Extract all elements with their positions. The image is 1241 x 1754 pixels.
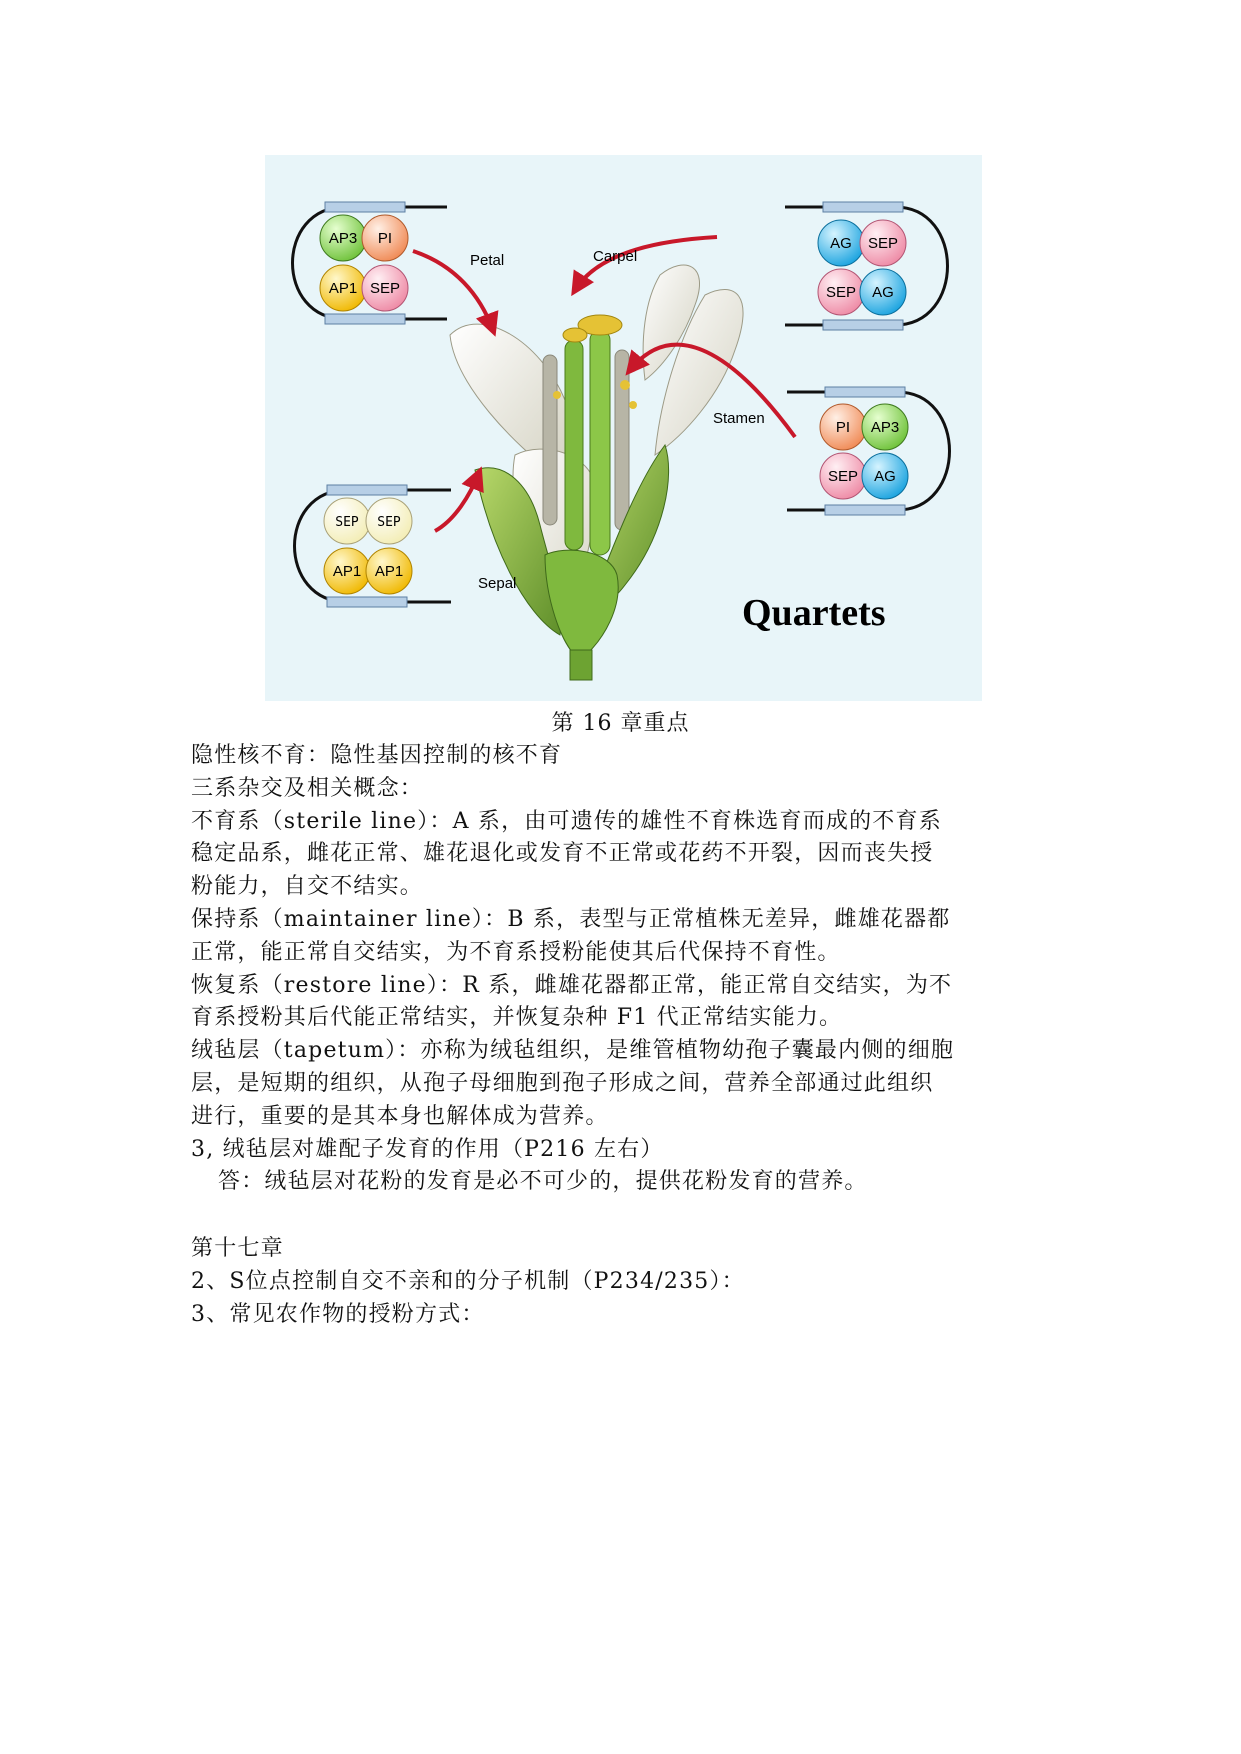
sepal-q-1: SEP <box>335 515 359 530</box>
label-sepal: Sepal <box>478 575 517 592</box>
section-17-body <box>191 1233 1071 1331</box>
question-line: 3、常见农作物的授粉方式： <box>191 1301 485 1327</box>
stamen-quartet <box>787 387 950 515</box>
petal-q-2: PI <box>377 230 393 247</box>
para-line: 稳定品系，雌花正常、雄花退化或发育不正常或花药不开裂，因而丧失授 <box>191 841 934 867</box>
figure-title: Quartets <box>742 592 886 634</box>
question-line: 2、S位点控制自交不亲和的分子机制（P234/235）： <box>191 1268 745 1294</box>
para-line: 粉能力，自交不结实。 <box>191 874 424 900</box>
petal-q-1: AP3 <box>328 230 358 247</box>
chapter-16-heading: 第 16 章重点 <box>551 711 690 736</box>
sepal-q-4: AP1 <box>374 563 404 580</box>
para-line: 正常，能正常自交结实，为不育系授粉能使其后代保持不育性。 <box>191 939 841 965</box>
carpel-q-4: AG <box>872 284 894 301</box>
para-line: 不育系（sterile line）：A 系，由可遗传的雄性不育株选育而成的不育系 <box>191 808 942 834</box>
petal-q-4: SEP <box>369 280 401 297</box>
chapter-17-heading: 第十七章 <box>191 1236 284 1261</box>
abc-model-figure <box>265 155 982 701</box>
para-line: 育系授粉其后代能正常结实，并恢复杂种 F1 代正常结实能力。 <box>191 1005 843 1031</box>
label-stamen: Stamen <box>713 410 765 427</box>
carpel-q-3: SEP <box>825 284 857 301</box>
petal-quartet <box>293 202 448 324</box>
stamen-q-2: AP3 <box>870 419 900 436</box>
label-petal: Petal <box>470 252 505 269</box>
label-carpel: Carpel <box>593 248 638 265</box>
question-line: 3, 绒毡层对雄配子发育的作用（P216 左右） <box>191 1136 664 1162</box>
petal-q-3: AP1 <box>328 280 358 297</box>
answer-line: 答：绒毡层对花粉的发育是必不可少的，提供花粉发育的营养。 <box>218 1169 868 1195</box>
para-line: 隐性核不育：隐性基因控制的核不育 <box>191 743 563 768</box>
para-line: 保持系（maintainer line）：B 系，表型与正常植株无差异，雌雄花器都 <box>191 906 951 932</box>
carpel-q-2: SEP <box>867 235 899 252</box>
para-line: 三系杂交及相关概念： <box>191 775 424 801</box>
quartets-diagram <box>265 155 982 701</box>
section-16-body <box>191 740 1071 1199</box>
para-line: 绒毡层（tapetum）：亦称为绒毡组织，是维管植物幼孢子囊最内侧的细胞 <box>191 1038 955 1064</box>
carpel-quartet <box>785 202 948 330</box>
para-line: 进行，重要的是其本身也解体成为营养。 <box>191 1103 609 1129</box>
para-line: 层，是短期的组织，从孢子母细胞到孢子形成之间，营养全部通过此组织 <box>191 1070 934 1096</box>
stamen-q-4: AG <box>874 468 896 485</box>
para-line: 恢复系（restore line）：R 系，雌雄花器都正常，能正常自交结实，为不 <box>191 972 953 998</box>
sepal-q-2: SEP <box>377 515 401 530</box>
carpel-q-1: AG <box>830 235 852 252</box>
sepal-quartet <box>295 485 452 607</box>
stamen-q-3: SEP <box>827 468 859 485</box>
stamen-q-1: PI <box>835 419 851 436</box>
sepal-q-3: AP1 <box>332 563 362 580</box>
